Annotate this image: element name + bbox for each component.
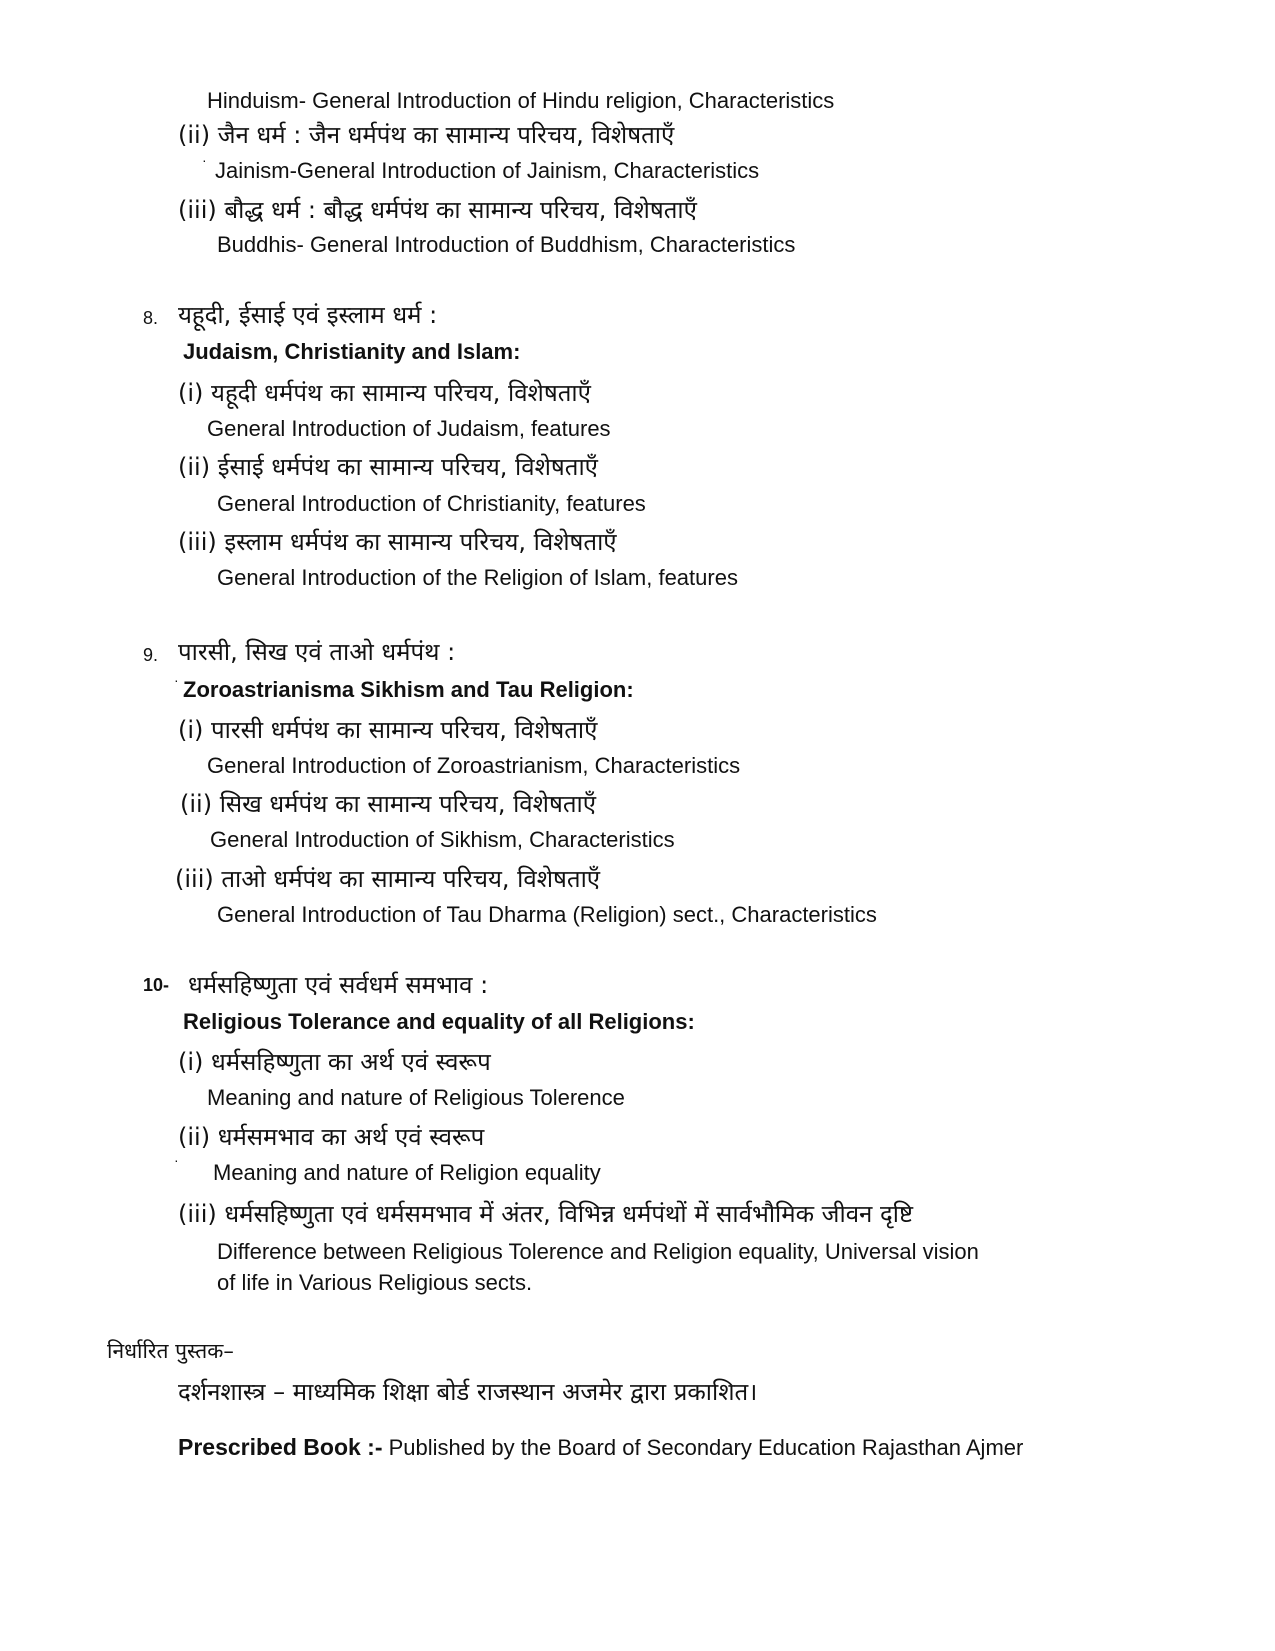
prescribed-heading-hi: निर्धारित पुस्तक–: [107, 1339, 234, 1363]
section8-item3-en: General Introduction of the Religion of Islam, features: [217, 565, 738, 590]
prescribed-book-en: [178, 1434, 1023, 1461]
stray-dot: ·: [202, 152, 207, 168]
section10-item2-en: Meaning and nature of Religion equality: [213, 1160, 601, 1185]
section8-title-hi: यहूदी, ईसाई एवं इस्लाम धर्म :: [178, 301, 438, 329]
section10-item3-hi: (iii) धर्मसहिष्णुता एवं धर्मसमभाव में अंतर, विभिन्न धर्मपंथों में सार्वभौमिक जीवन दृष्टि: [178, 1200, 913, 1228]
section10-item1-hi: (i) धर्मसहिष्णुता का अर्थ एवं स्वरूप: [178, 1048, 491, 1076]
section10-item2-hi: (ii) धर्मसमभाव का अर्थ एवं स्वरूप: [178, 1123, 485, 1151]
section10-item3-en-line2: of life in Various Religious sects.: [217, 1270, 533, 1295]
jainism-en: Jainism-General Introduction of Jainism, Characteristics: [215, 158, 760, 183]
section9-title-en: Zoroastrianisma Sikhism and Tau Religion:: [183, 677, 634, 702]
section8-item2-en: General Introduction of Christianity, features: [217, 491, 646, 516]
section10-number: 10-: [143, 975, 170, 995]
section8-title-en: Judaism, Christianity and Islam:: [183, 339, 521, 364]
stray-dot: ·: [174, 1152, 179, 1168]
section9-item3-hi: (iii) ताओ धर्मपंथ का सामान्य परिचय, विशेषताएँ: [175, 865, 601, 893]
section10-item1-en: Meaning and nature of Religious Tolerence: [207, 1085, 625, 1110]
section8-item3-hi: (iii) इस्लाम धर्मपंथ का सामान्य परिचय, विशेषताएँ: [178, 528, 617, 556]
section10-item3-en: Difference between Religious Tolerence and Religion equality, Universal vision: [217, 1239, 979, 1264]
section9-item1-en: General Introduction of Zoroastrianism, Characteristics: [207, 753, 741, 778]
section10-title-en: Religious Tolerance and equality of all Religions:: [183, 1009, 695, 1034]
hinduism-en: Hinduism- General Introduction of Hindu religion, Characteristics: [207, 88, 835, 113]
section9-title-hi: पारसी, सिख एवं ताओ धर्मपंथ :: [178, 638, 456, 666]
stray-dot: ·: [174, 672, 179, 688]
buddhism-hi: (iii) बौद्ध धर्म : बौद्ध धर्मपंथ का सामान्य परिचय, विशेषताएँ: [178, 196, 697, 224]
jainism-hi: (ii) जैन धर्म : जैन धर्मपंथ का सामान्य परिचय, विशेषताएँ: [178, 121, 675, 149]
section8-item2-hi: (ii) ईसाई धर्मपंथ का सामान्य परिचय, विशेषताएँ: [178, 453, 598, 481]
prescribed-text: Published by the Board of Secondary Education Rajasthan Ajmer: [382, 1435, 1024, 1460]
prescribed-book-hi: दर्शनशास्त्र – माध्यमिक शिक्षा बोर्ड राजस्थान अजमेर द्वारा प्रकाशित।: [178, 1378, 758, 1406]
section8-number: 8.: [143, 308, 159, 328]
section9-item1-hi: (i) पारसी धर्मपंथ का सामान्य परिचय, विशेषताएँ: [178, 716, 598, 744]
buddhism-en: Buddhis- General Introduction of Buddhism, Characteristics: [217, 232, 796, 257]
section8-item1-hi: (i) यहूदी धर्मपंथ का सामान्य परिचय, विशेषताएँ: [178, 379, 591, 407]
section9-number: 9.: [143, 645, 159, 665]
section8-item1-en: General Introduction of Judaism, features: [207, 416, 611, 441]
section9-item3-en: General Introduction of Tau Dharma (Religion) sect., Characteristics: [217, 902, 877, 927]
section9-item2-hi: (ii) सिख धर्मपंथ का सामान्य परिचय, विशेषताएँ: [180, 790, 597, 818]
section9-item2-en: General Introduction of Sikhism, Characteristics: [210, 827, 675, 852]
prescribed-label: Prescribed Book :-: [178, 1434, 383, 1460]
section10-title-hi: धर्मसहिष्णुता एवं सर्वधर्म समभाव :: [188, 971, 489, 999]
